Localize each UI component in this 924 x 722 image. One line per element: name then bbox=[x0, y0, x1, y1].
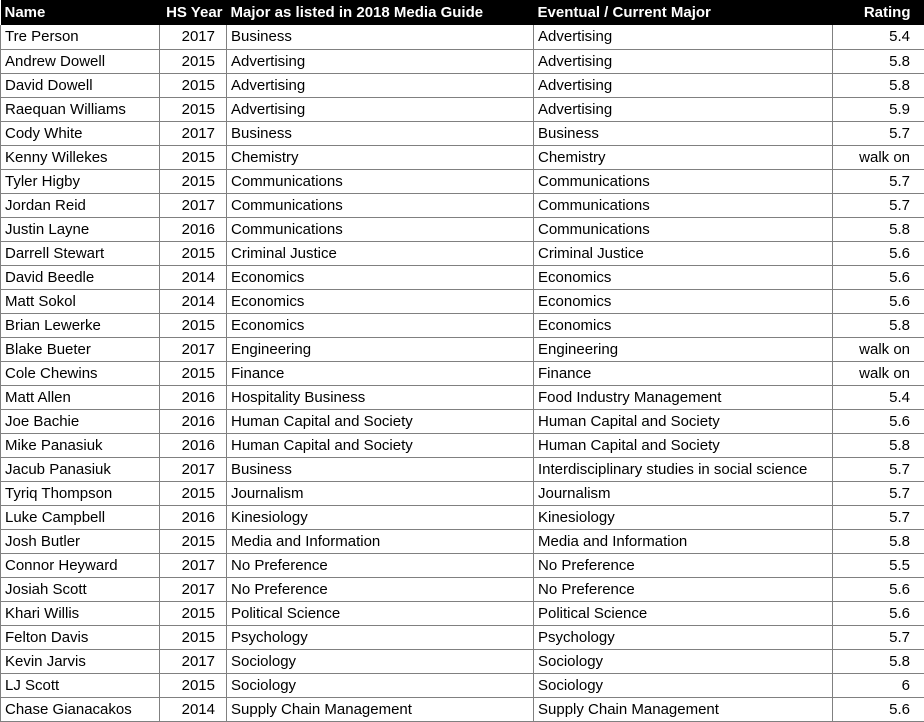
cell-eventual-major: Economics bbox=[534, 313, 833, 337]
cell-major-2018: Human Capital and Society bbox=[227, 409, 534, 433]
cell-major-2018: Sociology bbox=[227, 649, 534, 673]
cell-name: Tyler Higby bbox=[1, 169, 160, 193]
cell-rating: walk on bbox=[833, 337, 924, 361]
header-name: Name bbox=[1, 0, 160, 25]
table-row bbox=[1, 433, 924, 457]
cell-rating: walk on bbox=[833, 145, 924, 169]
cell-hs-year: 2015 bbox=[160, 361, 227, 385]
table-row bbox=[1, 337, 924, 361]
cell-hs-year: 2017 bbox=[160, 577, 227, 601]
table-row bbox=[1, 121, 924, 145]
cell-name: Matt Allen bbox=[1, 385, 160, 409]
cell-eventual-major: Political Science bbox=[534, 601, 833, 625]
cell-name: Kevin Jarvis bbox=[1, 649, 160, 673]
cell-hs-year: 2017 bbox=[160, 649, 227, 673]
cell-hs-year: 2015 bbox=[160, 601, 227, 625]
cell-major-2018: Sociology bbox=[227, 673, 534, 697]
table-row bbox=[1, 265, 924, 289]
header-row bbox=[1, 0, 924, 25]
table-row bbox=[1, 529, 924, 553]
cell-eventual-major: Criminal Justice bbox=[534, 241, 833, 265]
cell-major-2018: Advertising bbox=[227, 97, 534, 121]
table-row bbox=[1, 601, 924, 625]
cell-name: LJ Scott bbox=[1, 673, 160, 697]
cell-hs-year: 2015 bbox=[160, 241, 227, 265]
cell-name: Josiah Scott bbox=[1, 577, 160, 601]
cell-rating: 5.6 bbox=[833, 241, 924, 265]
cell-eventual-major: Economics bbox=[534, 265, 833, 289]
cell-name: Justin Layne bbox=[1, 217, 160, 241]
table-row bbox=[1, 289, 924, 313]
table-row bbox=[1, 361, 924, 385]
table-body bbox=[1, 25, 924, 721]
cell-major-2018: Human Capital and Society bbox=[227, 433, 534, 457]
cell-eventual-major: Advertising bbox=[534, 97, 833, 121]
cell-rating: 5.7 bbox=[833, 505, 924, 529]
cell-name: Connor Heyward bbox=[1, 553, 160, 577]
cell-name: David Beedle bbox=[1, 265, 160, 289]
cell-name: Josh Butler bbox=[1, 529, 160, 553]
cell-name: Cole Chewins bbox=[1, 361, 160, 385]
cell-hs-year: 2016 bbox=[160, 385, 227, 409]
cell-hs-year: 2014 bbox=[160, 265, 227, 289]
cell-eventual-major: Food Industry Management bbox=[534, 385, 833, 409]
cell-name: Blake Bueter bbox=[1, 337, 160, 361]
table-row bbox=[1, 217, 924, 241]
cell-hs-year: 2015 bbox=[160, 169, 227, 193]
cell-rating: 5.8 bbox=[833, 529, 924, 553]
cell-eventual-major: Supply Chain Management bbox=[534, 697, 833, 721]
cell-name: Matt Sokol bbox=[1, 289, 160, 313]
cell-major-2018: Communications bbox=[227, 169, 534, 193]
cell-major-2018: Advertising bbox=[227, 49, 534, 73]
cell-eventual-major: Finance bbox=[534, 361, 833, 385]
cell-major-2018: No Preference bbox=[227, 553, 534, 577]
cell-major-2018: No Preference bbox=[227, 577, 534, 601]
cell-major-2018: Economics bbox=[227, 313, 534, 337]
cell-rating: 5.7 bbox=[833, 121, 924, 145]
cell-rating: 5.7 bbox=[833, 193, 924, 217]
cell-eventual-major: Engineering bbox=[534, 337, 833, 361]
cell-hs-year: 2016 bbox=[160, 505, 227, 529]
cell-hs-year: 2015 bbox=[160, 673, 227, 697]
cell-rating: 5.8 bbox=[833, 649, 924, 673]
table-row bbox=[1, 577, 924, 601]
cell-hs-year: 2015 bbox=[160, 145, 227, 169]
cell-major-2018: Engineering bbox=[227, 337, 534, 361]
cell-name: Chase Gianacakos bbox=[1, 697, 160, 721]
cell-rating: 5.7 bbox=[833, 481, 924, 505]
cell-rating: 5.6 bbox=[833, 265, 924, 289]
cell-eventual-major: Human Capital and Society bbox=[534, 409, 833, 433]
cell-major-2018: Hospitality Business bbox=[227, 385, 534, 409]
cell-eventual-major: Communications bbox=[534, 193, 833, 217]
cell-name: Kenny Willekes bbox=[1, 145, 160, 169]
cell-rating: 5.6 bbox=[833, 289, 924, 313]
cell-hs-year: 2014 bbox=[160, 289, 227, 313]
cell-hs-year: 2017 bbox=[160, 193, 227, 217]
cell-name: Tyriq Thompson bbox=[1, 481, 160, 505]
cell-major-2018: Finance bbox=[227, 361, 534, 385]
cell-major-2018: Economics bbox=[227, 289, 534, 313]
cell-eventual-major: Advertising bbox=[534, 73, 833, 97]
table-row bbox=[1, 625, 924, 649]
cell-hs-year: 2015 bbox=[160, 529, 227, 553]
cell-name: Jordan Reid bbox=[1, 193, 160, 217]
cell-eventual-major: Journalism bbox=[534, 481, 833, 505]
cell-rating: 5.6 bbox=[833, 409, 924, 433]
cell-rating: walk on bbox=[833, 361, 924, 385]
cell-name: Luke Campbell bbox=[1, 505, 160, 529]
cell-major-2018: Economics bbox=[227, 265, 534, 289]
table-row bbox=[1, 457, 924, 481]
cell-rating: 5.7 bbox=[833, 169, 924, 193]
cell-eventual-major: Economics bbox=[534, 289, 833, 313]
cell-name: Felton Davis bbox=[1, 625, 160, 649]
cell-major-2018: Criminal Justice bbox=[227, 241, 534, 265]
cell-eventual-major: Communications bbox=[534, 217, 833, 241]
cell-hs-year: 2016 bbox=[160, 409, 227, 433]
cell-hs-year: 2014 bbox=[160, 697, 227, 721]
cell-eventual-major: Business bbox=[534, 121, 833, 145]
cell-rating: 5.9 bbox=[833, 97, 924, 121]
table-row bbox=[1, 385, 924, 409]
cell-name: Khari Willis bbox=[1, 601, 160, 625]
cell-eventual-major: Advertising bbox=[534, 25, 833, 49]
cell-name: Brian Lewerke bbox=[1, 313, 160, 337]
cell-name: Raequan Williams bbox=[1, 97, 160, 121]
cell-eventual-major: Human Capital and Society bbox=[534, 433, 833, 457]
cell-major-2018: Business bbox=[227, 121, 534, 145]
table-row bbox=[1, 25, 924, 49]
cell-rating: 5.8 bbox=[833, 313, 924, 337]
cell-hs-year: 2017 bbox=[160, 553, 227, 577]
cell-rating: 5.7 bbox=[833, 457, 924, 481]
cell-eventual-major: Sociology bbox=[534, 649, 833, 673]
cell-name: Mike Panasiuk bbox=[1, 433, 160, 457]
cell-eventual-major: Communications bbox=[534, 169, 833, 193]
cell-name: Andrew Dowell bbox=[1, 49, 160, 73]
cell-name: Joe Bachie bbox=[1, 409, 160, 433]
header-rating: Rating bbox=[833, 0, 924, 25]
cell-hs-year: 2016 bbox=[160, 217, 227, 241]
cell-rating: 5.4 bbox=[833, 385, 924, 409]
cell-major-2018: Communications bbox=[227, 217, 534, 241]
cell-hs-year: 2017 bbox=[160, 25, 227, 49]
cell-eventual-major: Chemistry bbox=[534, 145, 833, 169]
cell-hs-year: 2015 bbox=[160, 49, 227, 73]
cell-name: Tre Person bbox=[1, 25, 160, 49]
cell-name: Darrell Stewart bbox=[1, 241, 160, 265]
table-row bbox=[1, 169, 924, 193]
cell-name: Cody White bbox=[1, 121, 160, 145]
table-row bbox=[1, 313, 924, 337]
cell-rating: 6 bbox=[833, 673, 924, 697]
cell-hs-year: 2017 bbox=[160, 457, 227, 481]
cell-rating: 5.8 bbox=[833, 217, 924, 241]
table-row bbox=[1, 553, 924, 577]
cell-rating: 5.8 bbox=[833, 49, 924, 73]
table-row bbox=[1, 481, 924, 505]
table-row bbox=[1, 673, 924, 697]
table-row bbox=[1, 49, 924, 73]
cell-major-2018: Business bbox=[227, 457, 534, 481]
cell-major-2018: Advertising bbox=[227, 73, 534, 97]
cell-major-2018: Journalism bbox=[227, 481, 534, 505]
table-row bbox=[1, 193, 924, 217]
cell-hs-year: 2015 bbox=[160, 97, 227, 121]
table-row bbox=[1, 649, 924, 673]
table-row bbox=[1, 73, 924, 97]
cell-major-2018: Media and Information bbox=[227, 529, 534, 553]
cell-hs-year: 2015 bbox=[160, 313, 227, 337]
cell-rating: 5.6 bbox=[833, 601, 924, 625]
cell-major-2018: Kinesiology bbox=[227, 505, 534, 529]
cell-hs-year: 2015 bbox=[160, 73, 227, 97]
table-header bbox=[1, 0, 924, 25]
table-row bbox=[1, 505, 924, 529]
cell-eventual-major: Kinesiology bbox=[534, 505, 833, 529]
cell-major-2018: Business bbox=[227, 25, 534, 49]
header-eventual-major: Eventual / Current Major bbox=[534, 0, 833, 25]
cell-rating: 5.7 bbox=[833, 625, 924, 649]
cell-major-2018: Political Science bbox=[227, 601, 534, 625]
header-hs-year: HS Year bbox=[160, 0, 227, 25]
cell-hs-year: 2017 bbox=[160, 337, 227, 361]
cell-major-2018: Supply Chain Management bbox=[227, 697, 534, 721]
cell-rating: 5.8 bbox=[833, 73, 924, 97]
cell-major-2018: Psychology bbox=[227, 625, 534, 649]
table-row bbox=[1, 697, 924, 721]
cell-major-2018: Chemistry bbox=[227, 145, 534, 169]
cell-eventual-major: Sociology bbox=[534, 673, 833, 697]
table-row bbox=[1, 145, 924, 169]
cell-name: Jacub Panasiuk bbox=[1, 457, 160, 481]
cell-eventual-major: No Preference bbox=[534, 553, 833, 577]
cell-rating: 5.5 bbox=[833, 553, 924, 577]
cell-eventual-major: Media and Information bbox=[534, 529, 833, 553]
cell-eventual-major: Interdisciplinary studies in social science bbox=[534, 457, 833, 481]
cell-rating: 5.8 bbox=[833, 433, 924, 457]
cell-eventual-major: No Preference bbox=[534, 577, 833, 601]
table-row bbox=[1, 97, 924, 121]
cell-name: David Dowell bbox=[1, 73, 160, 97]
cell-rating: 5.6 bbox=[833, 577, 924, 601]
cell-eventual-major: Advertising bbox=[534, 49, 833, 73]
cell-major-2018: Communications bbox=[227, 193, 534, 217]
cell-rating: 5.6 bbox=[833, 697, 924, 721]
table-row bbox=[1, 241, 924, 265]
cell-eventual-major: Psychology bbox=[534, 625, 833, 649]
cell-hs-year: 2015 bbox=[160, 481, 227, 505]
header-major-2018: Major as listed in 2018 Media Guide bbox=[227, 0, 534, 25]
cell-hs-year: 2015 bbox=[160, 625, 227, 649]
cell-hs-year: 2016 bbox=[160, 433, 227, 457]
cell-hs-year: 2017 bbox=[160, 121, 227, 145]
table-row bbox=[1, 409, 924, 433]
cell-rating: 5.4 bbox=[833, 25, 924, 49]
